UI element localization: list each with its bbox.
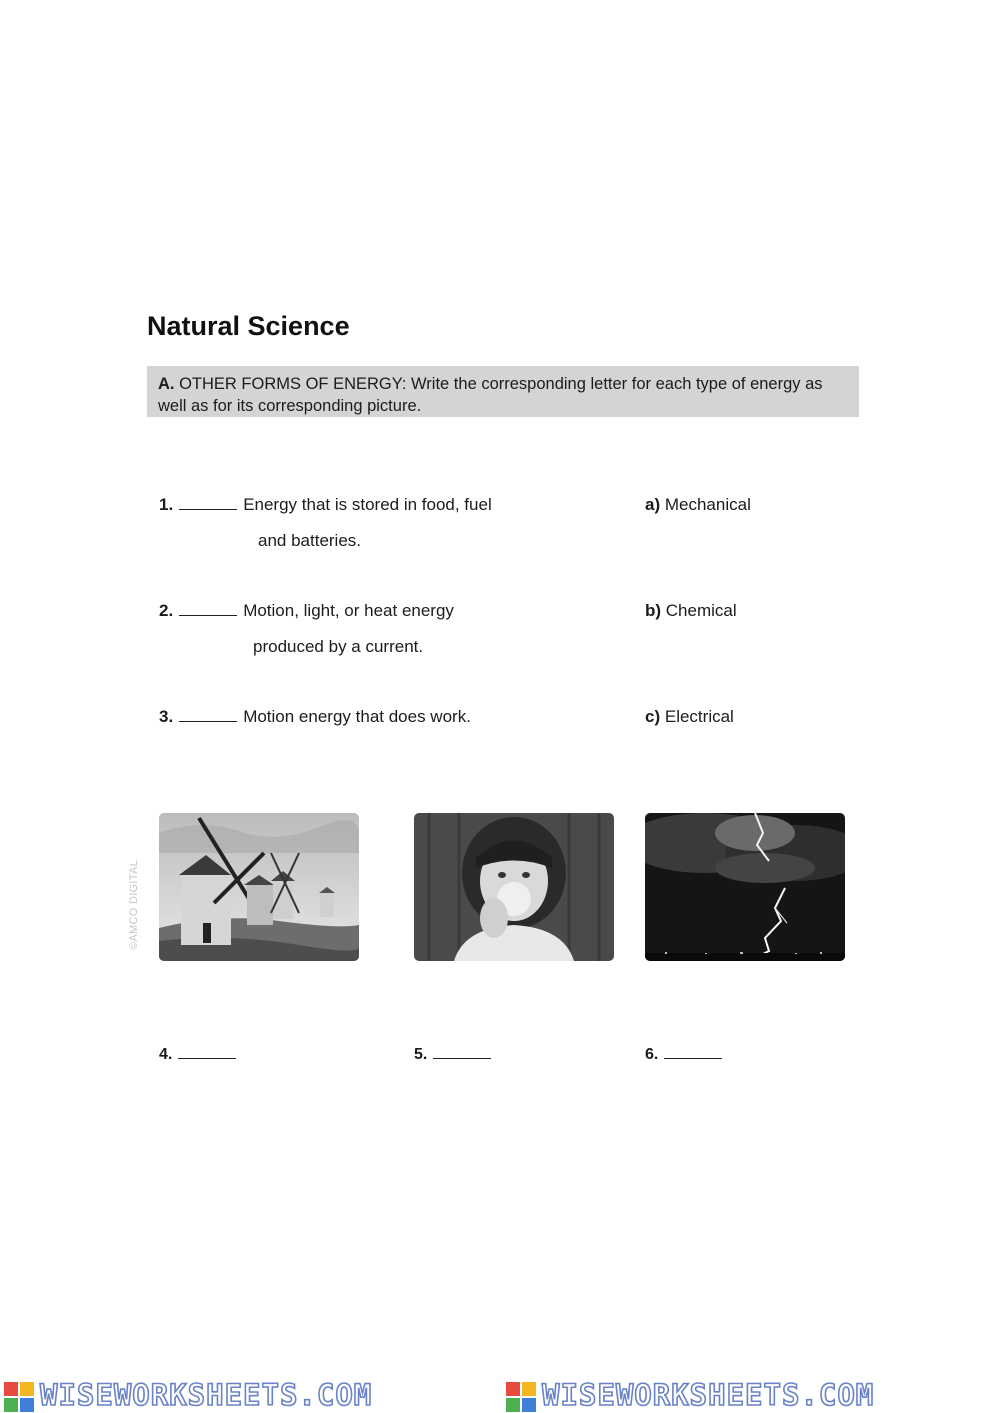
question-2	[159, 601, 454, 621]
answer-number: 5.	[414, 1046, 428, 1063]
answer-6	[645, 1044, 728, 1064]
answer-blank[interactable]	[433, 1044, 491, 1059]
page-title: Natural Science	[147, 311, 350, 341]
photo-credit: ©AMCO DIGITAL	[128, 859, 140, 950]
option-text: Mechanical	[664, 495, 751, 514]
question-number: 2.	[159, 601, 174, 620]
brand-text: WISEWORKSHEETS.COM	[542, 1378, 875, 1412]
question-number: 1.	[159, 495, 174, 514]
question-text: Motion energy that does work.	[243, 707, 471, 726]
answer-blank[interactable]	[179, 601, 237, 616]
answer-number: 4.	[159, 1046, 173, 1063]
question-2-continuation: produced by a current.	[253, 637, 424, 656]
answer-blank[interactable]	[179, 495, 237, 510]
option-text: Chemical	[665, 601, 737, 620]
option-letter: a)	[645, 495, 661, 514]
option-letter: b)	[645, 601, 662, 620]
brand-text: WISEWORKSHEETS.COM	[40, 1378, 373, 1412]
question-number: 3.	[159, 707, 174, 726]
question-1-continuation: and batteries.	[258, 531, 362, 550]
instructions-text: OTHER FORMS OF ENERGY: Write the corresponding letter for each type of energy as well as for its corresponding picture.	[158, 375, 823, 415]
question-text: Energy that is stored in food, fuel	[243, 495, 492, 514]
option-letter: c)	[645, 707, 661, 726]
answer-blank[interactable]	[178, 1044, 236, 1059]
question-3	[159, 707, 471, 727]
answer-number: 6.	[645, 1046, 659, 1063]
question-text: Motion, light, or heat energy	[243, 601, 454, 620]
instructions-box	[147, 366, 859, 417]
option-b	[645, 601, 737, 621]
answer-blank[interactable]	[179, 707, 237, 722]
section-label: A.	[158, 375, 175, 393]
lightning-storm-photo	[645, 813, 845, 961]
answer-5	[414, 1044, 497, 1064]
option-c	[645, 707, 734, 727]
windmills-photo	[159, 813, 359, 961]
girl-eating-apple-photo	[414, 813, 614, 961]
answer-4	[159, 1044, 242, 1064]
question-1	[159, 495, 492, 515]
option-a	[645, 495, 751, 515]
option-text: Electrical	[664, 707, 734, 726]
answer-blank[interactable]	[664, 1044, 722, 1059]
